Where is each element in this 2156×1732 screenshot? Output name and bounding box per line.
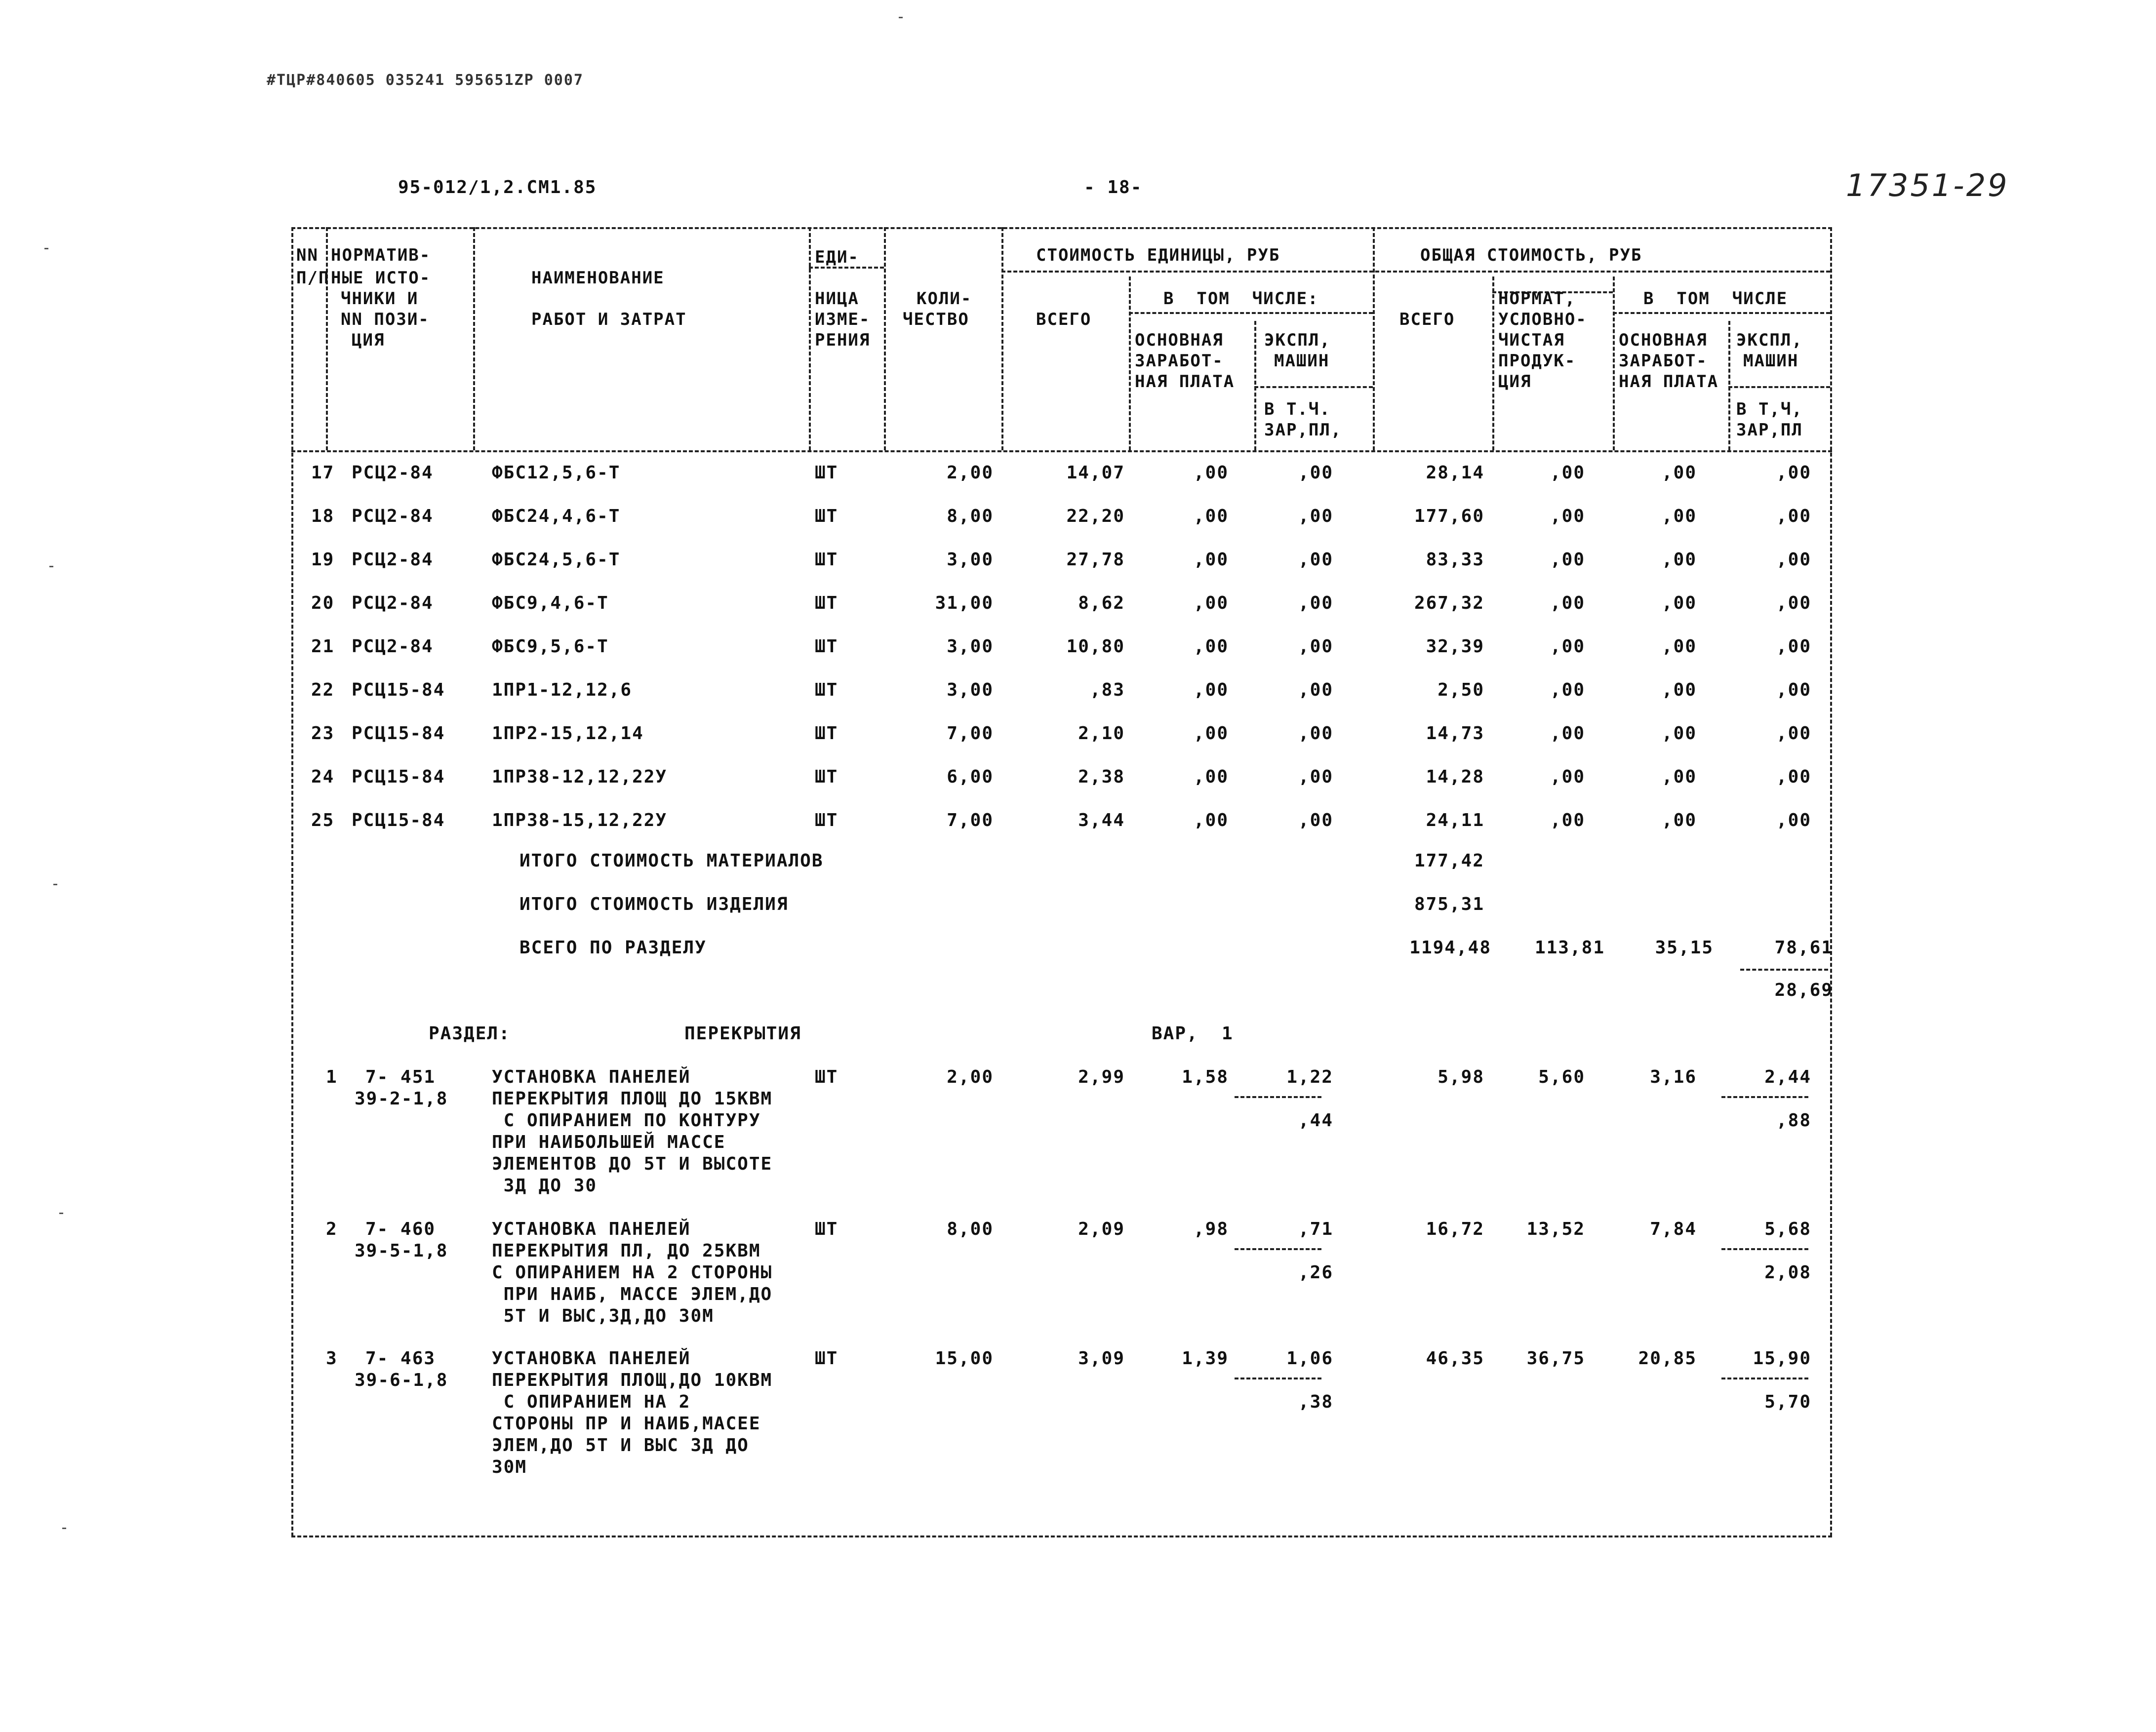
work-unit-machines-wages: ,26 [1298,1262,1333,1283]
section-total-zp: 35,15 [1655,938,1714,958]
row-norm-source: РСЦ2-84 [352,463,434,483]
work-unit-machines-divider [1235,1248,1321,1250]
section-total-em-zp: 28,69 [1774,980,1833,1000]
row-total: 267,32 [1414,593,1484,613]
work-name-line: ПЕРЕКРЫТИЯ ПЛОЩ,ДО 10КВМ [492,1370,773,1390]
work-name-line: С ОПИРАНИЕМ ПО КОНТУРУ [492,1110,761,1131]
row-unit: ШТ [815,723,838,744]
row-name: 1ПР38-15,12,22У [492,810,668,830]
hdr-osnovnaya2-1: ОСНОВНАЯ [1619,330,1708,350]
header-subline [1613,312,1830,314]
work-norm-source: 7- 460 [365,1219,436,1239]
work-name-line: УСТАНОВКА ПАНЕЛЕЙ [492,1219,691,1239]
row-unit-machines: ,00 [1298,680,1333,700]
work-name-line: С ОПИРАНИЕМ НА 2 [492,1392,691,1412]
work-total-wages: 3,16 [1650,1067,1697,1087]
materials-value: 177,42 [1414,851,1484,871]
work-name-line: ПЕРЕКРЫТИЯ ПЛ, ДО 25КВМ [492,1241,761,1261]
handwritten-number: 17351-29 [1846,167,2009,203]
row-unit-wages: ,00 [1193,723,1229,744]
row-unit-total: 8,62 [1078,593,1125,613]
row-quantity: 31,00 [935,593,994,613]
hdr-nn-1: NN [296,245,319,265]
col-divider [884,227,886,450]
row-total-net-product: ,00 [1550,723,1585,744]
work-number: 2 [326,1219,338,1239]
work-unit: ШТ [815,1219,838,1239]
work-name-line: СТОРОНЫ ПР И НАИБ,МАСЕЕ [492,1414,761,1434]
row-unit-machines: ,00 [1298,767,1333,787]
row-name: 1ПР38-12,12,22У [492,767,668,787]
scan-speck [62,1528,66,1529]
work-quantity: 2,00 [947,1067,994,1087]
header-subline [1254,386,1373,388]
work-total-machines-divider [1721,1248,1808,1250]
row-unit: ШТ [815,593,838,613]
row-total-machines: ,00 [1776,767,1811,787]
work-unit-machines: 1,22 [1286,1067,1333,1087]
work-unit-wages: ,98 [1193,1219,1229,1239]
row-unit-machines: ,00 [1298,463,1333,483]
row-unit: ШТ [815,810,838,830]
row-name: ФБС9,5,6-Т [492,636,609,657]
section-total-label: ВСЕГО ПО РАЗДЕЛУ [519,938,707,958]
work-unit-machines-divider [1235,1378,1321,1379]
row-name: 1ПР1-12,12,6 [492,680,633,700]
work-total-machines-divider [1721,1096,1808,1098]
row-total-machines: ,00 [1776,723,1811,744]
header-bottom-border [291,450,1832,452]
work-norm-source: 39-5-1,8 [355,1241,448,1261]
hdr-vtch2-1: В Т,Ч, [1736,399,1803,419]
row-unit-wages: ,00 [1193,767,1229,787]
work-total-wages: 20,85 [1638,1348,1697,1369]
hdr-nn-2: П/П [296,268,330,288]
row-unit-total: 22,20 [1066,506,1125,526]
hdr-unit-4: РЕНИЯ [815,330,871,350]
header-subline [1001,271,1830,273]
hdr-total-vsego: ВСЕГО [1399,310,1455,329]
scan-speck [44,248,48,249]
row-quantity: 8,00 [947,506,994,526]
work-unit-machines-wages: ,38 [1298,1392,1333,1412]
hdr-total-cost-title: ОБЩАЯ СТОИМОСТЬ, РУБ [1420,245,1642,265]
work-name-line: ПРИ НАИБ, МАССЕ ЭЛЕМ,ДО [492,1284,773,1304]
row-total-wages: ,00 [1661,506,1697,526]
work-unit-machines: ,71 [1298,1219,1333,1239]
row-total-machines: ,00 [1776,680,1811,700]
row-name: ФБС9,4,6-Т [492,593,609,613]
col-divider [1728,321,1730,450]
work-name-line: УСТАНОВКА ПАНЕЛЕЙ [492,1348,691,1369]
work-norm-source: 7- 451 [365,1067,436,1087]
product-label: ИТОГО СТОИМОСТЬ ИЗДЕЛИЯ [519,894,789,914]
hdr-vtch-2: ЗАР,ПЛ, [1264,420,1342,440]
row-unit-machines: ,00 [1298,723,1333,744]
row-total-net-product: ,00 [1550,680,1585,700]
hdr-unit-v-tom-chisle: В ТОМ ЧИСЛЕ: [1163,289,1319,309]
section-total-npr: 113,81 [1534,938,1605,958]
row-unit: ШТ [815,506,838,526]
row-total-machines: ,00 [1776,810,1811,830]
hdr-norm-3: ЧНИКИ И [341,289,419,309]
row-unit-machines: ,00 [1298,550,1333,570]
work-total-net-product: 5,60 [1538,1067,1585,1087]
hdr-unit-cost-title: СТОИМОСТЬ ЕДИНИЦЫ, РУБ [1036,245,1280,265]
row-number: 19 [311,550,335,570]
row-total: 14,73 [1426,723,1484,744]
row-norm-source: РСЦ2-84 [352,636,434,657]
work-total: 16,72 [1426,1219,1484,1239]
work-number: 1 [326,1067,338,1087]
row-total-machines: ,00 [1776,463,1811,483]
row-norm-source: РСЦ15-84 [352,680,445,700]
row-total-net-product: ,00 [1550,550,1585,570]
row-unit-total: 14,07 [1066,463,1125,483]
work-total: 5,98 [1437,1067,1484,1087]
row-norm-source: РСЦ2-84 [352,593,434,613]
work-total-net-product: 13,52 [1526,1219,1585,1239]
row-unit-total: 27,78 [1066,550,1125,570]
row-quantity: 3,00 [947,550,994,570]
work-total-machines: 15,90 [1753,1348,1811,1369]
hdr-osnovnaya-3: НАЯ ПЛАТА [1135,372,1235,392]
col-divider [1129,276,1131,450]
document-id: #ТЦР#840605 035241 595651ZР 0007 [267,72,584,89]
section-total-em: 78,61 [1774,938,1833,958]
row-quantity: 7,00 [947,810,994,830]
row-number: 21 [311,636,335,657]
row-name: ФБС12,5,6-Т [492,463,621,483]
row-name: ФБС24,4,6-Т [492,506,621,526]
row-unit-total: 2,38 [1078,767,1125,787]
hdr-osnovnaya2-2: ЗАРАБОТ- [1619,351,1708,371]
section-total-em-divider [1740,969,1828,971]
row-unit-machines: ,00 [1298,593,1333,613]
row-unit-wages: ,00 [1193,593,1229,613]
row-unit: ШТ [815,680,838,700]
product-value: 875,31 [1414,894,1484,914]
work-unit: ШТ [815,1348,838,1369]
materials-label: ИТОГО СТОИМОСТЬ МАТЕРИАЛОВ [519,851,824,871]
hdr-qty-1: КОЛИ- [917,289,972,309]
row-unit-total: 10,80 [1066,636,1125,657]
section-total-all: 1194,48 [1409,938,1491,958]
hdr-qty-2: ЧЕСТВО [903,310,969,329]
work-unit-total: 2,09 [1078,1219,1125,1239]
hdr-expl-2: МАШИН [1274,351,1330,371]
row-total-machines: ,00 [1776,506,1811,526]
row-total-wages: ,00 [1661,680,1697,700]
row-total-net-product: ,00 [1550,506,1585,526]
work-total-machines-wages: 5,70 [1764,1392,1811,1412]
row-total-wages: ,00 [1661,550,1697,570]
section-name: ПЕРЕКРЫТИЯ [684,1023,801,1044]
hdr-name-1: НАИМЕНОВАНИЕ [531,268,665,288]
row-total-machines: ,00 [1776,550,1811,570]
hdr-normat-1: НОРМАТ, [1498,289,1576,309]
hdr-vtch-1: В Т.Ч. [1264,399,1331,419]
row-norm-source: РСЦ15-84 [352,767,445,787]
row-unit-wages: ,00 [1193,463,1229,483]
row-unit-machines: ,00 [1298,636,1333,657]
hdr-unit-1: ЕДИ- [815,247,859,267]
work-number: 3 [326,1348,338,1369]
hdr-normat-3: ЧИСТАЯ [1498,330,1565,350]
work-norm-source: 39-2-1,8 [355,1089,448,1109]
col-divider [1613,276,1615,450]
page-number: - 18- [1084,177,1143,197]
row-total-wages: ,00 [1661,636,1697,657]
work-unit-wages: 1,58 [1182,1067,1229,1087]
work-total: 46,35 [1426,1348,1484,1369]
work-name-line: УСТАНОВКА ПАНЕЛЕЙ [492,1067,691,1087]
left-border [291,227,293,1536]
hdr-normat-5: ЦИЯ [1498,372,1532,392]
row-unit-wages: ,00 [1193,680,1229,700]
row-total: 177,60 [1414,506,1484,526]
row-unit-total: 3,44 [1078,810,1125,830]
hdr-osnovnaya-2: ЗАРАБОТ- [1135,351,1224,371]
col-divider [809,227,811,450]
row-total-wages: ,00 [1661,810,1697,830]
hdr-vtch2-2: ЗАР,ПЛ [1736,420,1803,440]
work-unit: ШТ [815,1067,838,1087]
row-quantity: 3,00 [947,636,994,657]
work-total-machines-wages: ,88 [1776,1110,1811,1131]
row-total-net-product: ,00 [1550,593,1585,613]
row-number: 24 [311,767,335,787]
hdr-expl-1: ЭКСПЛ, [1264,330,1331,350]
header-subline [1129,312,1373,314]
work-name-line: ПРИ НАИБОЛЬШЕЙ МАССЕ [492,1132,726,1152]
row-unit-wages: ,00 [1193,810,1229,830]
row-total: 2,50 [1437,680,1484,700]
table-top-border [291,227,1832,229]
scan-speck [49,566,53,567]
work-total-net-product: 36,75 [1526,1348,1585,1369]
row-total: 24,11 [1426,810,1484,830]
work-unit-machines-divider [1235,1096,1321,1098]
row-quantity: 3,00 [947,680,994,700]
scan-speck [59,1213,63,1214]
row-unit: ШТ [815,463,838,483]
hdr-expl2-1: ЭКСПЛ, [1736,330,1803,350]
col-divider [1254,321,1256,450]
work-total-machines-divider [1721,1378,1808,1379]
row-total-net-product: ,00 [1550,636,1585,657]
work-unit-machines: 1,06 [1286,1348,1333,1369]
work-quantity: 8,00 [947,1219,994,1239]
row-unit-machines: ,00 [1298,810,1333,830]
hdr-total-v-tom-chisle: В ТОМ ЧИСЛЕ [1643,289,1788,309]
row-total-wages: ,00 [1661,723,1697,744]
row-norm-source: РСЦ15-84 [352,723,445,744]
hdr-norm-5: ЦИЯ [352,330,385,350]
hdr-norm-4: NN ПОЗИ- [341,310,430,329]
row-total-net-product: ,00 [1550,463,1585,483]
row-norm-source: РСЦ2-84 [352,506,434,526]
row-total-net-product: ,00 [1550,810,1585,830]
row-number: 22 [311,680,335,700]
row-total-machines: ,00 [1776,636,1811,657]
hdr-normat-4: ПРОДУК- [1498,351,1576,371]
row-quantity: 7,00 [947,723,994,744]
row-number: 20 [311,593,335,613]
row-unit: ШТ [815,636,838,657]
work-unit-total: 3,09 [1078,1348,1125,1369]
row-norm-source: РСЦ15-84 [352,810,445,830]
hdr-normat-2: УСЛОВНО- [1498,310,1587,329]
work-name-line: 5Т И ВЫС,ЗД,ДО 30М [492,1306,714,1326]
row-norm-source: РСЦ2-84 [352,550,434,570]
row-total-machines: ,00 [1776,593,1811,613]
hdr-osnovnaya2-3: НАЯ ПЛАТА [1619,372,1719,392]
hdr-expl2-2: МАШИН [1743,351,1799,371]
header-subline [1728,386,1830,388]
document-code: 95-012/1,2.СМ1.85 [398,177,597,197]
row-number: 17 [311,463,335,483]
row-total: 32,39 [1426,636,1484,657]
row-total: 28,14 [1426,463,1484,483]
work-name-line: ЭЛЕМ,ДО 5Т И ВЫС ЗД ДО [492,1435,749,1456]
row-total: 83,33 [1426,550,1484,570]
right-border [1830,227,1832,1536]
row-unit-machines: ,00 [1298,506,1333,526]
hdr-unit-vsego: ВСЕГО [1036,310,1092,329]
work-total-machines: 2,44 [1764,1067,1811,1087]
row-total-wages: ,00 [1661,463,1697,483]
row-total-net-product: ,00 [1550,767,1585,787]
row-unit: ШТ [815,767,838,787]
row-unit-total: 2,10 [1078,723,1125,744]
col-divider [1001,227,1003,450]
work-unit-machines-wages: ,44 [1298,1110,1333,1131]
section-label: РАЗДЕЛ: [429,1023,511,1044]
col-divider [326,227,328,450]
row-quantity: 2,00 [947,463,994,483]
row-number: 18 [311,506,335,526]
row-total: 14,28 [1426,767,1484,787]
section-variant: ВАР, 1 [1152,1023,1234,1044]
row-number: 23 [311,723,335,744]
row-quantity: 6,00 [947,767,994,787]
col-divider [473,227,475,450]
work-name-line: ЗД ДО 30 [492,1176,598,1196]
work-norm-source: 39-6-1,8 [355,1370,448,1390]
row-unit: ШТ [815,550,838,570]
work-unit-wages: 1,39 [1182,1348,1229,1369]
hdr-unit-2: НИЦА [815,289,859,309]
hdr-norm-2: НЫЕ ИСТО- [331,268,431,288]
scan-speck [899,17,903,18]
hdr-unit-3: ИЗМЕ- [815,310,871,329]
table-bottom-border [291,1535,1832,1537]
row-unit-wages: ,00 [1193,550,1229,570]
work-unit-total: 2,99 [1078,1067,1125,1087]
work-norm-source: 7- 463 [365,1348,436,1369]
work-name-line: С ОПИРАНИЕМ НА 2 СТОРОНЫ [492,1262,773,1283]
work-total-machines: 5,68 [1764,1219,1811,1239]
work-total-wages: 7,84 [1650,1219,1697,1239]
col-divider [1492,276,1494,450]
work-quantity: 15,00 [935,1348,994,1369]
row-unit-wages: ,00 [1193,506,1229,526]
col-divider [1373,227,1375,450]
row-total-wages: ,00 [1661,593,1697,613]
work-total-machines-wages: 2,08 [1764,1262,1811,1283]
hdr-name-2: РАБОТ И ЗАТРАТ [531,310,687,329]
hdr-norm-1: НОРМАТИВ- [331,245,431,265]
row-number: 25 [311,810,335,830]
hdr-osnovnaya-1: ОСНОВНАЯ [1135,330,1224,350]
row-unit-total: ,83 [1089,680,1125,700]
row-name: ФБС24,5,6-Т [492,550,621,570]
work-name-line: 30М [492,1457,527,1477]
scan-speck [53,884,57,885]
row-unit-wages: ,00 [1193,636,1229,657]
row-name: 1ПР2-15,12,14 [492,723,644,744]
work-name-line: ПЕРЕКРЫТИЯ ПЛОЩ ДО 15КВМ [492,1089,773,1109]
work-name-line: ЭЛЕМЕНТОВ ДО 5Т И ВЫСОТЕ [492,1154,773,1174]
row-total-wages: ,00 [1661,767,1697,787]
